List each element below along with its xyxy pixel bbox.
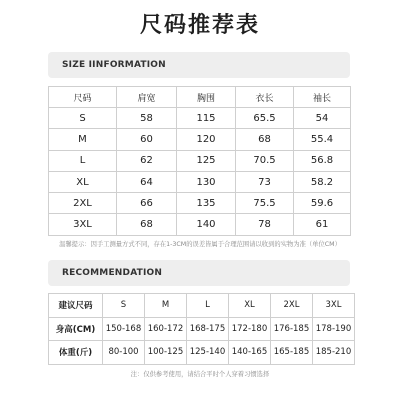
column-header-length: 衣长	[236, 87, 294, 108]
reference-note: 注：仅供参考使用，请结合平时个人穿着习惯选择	[130, 371, 270, 378]
measurement-note: 温馨提示：因手工测量方式不同，存在1-3CM的误差皆属于合理范围请以收到的实物为准（单位CM）	[59, 241, 341, 248]
recommendation-table	[48, 293, 355, 365]
recommendation-heading: RECOMMENDATION	[48, 260, 350, 286]
table-cell: 73	[236, 171, 294, 192]
table-cell: 59.6	[294, 193, 351, 214]
height-row	[49, 317, 355, 341]
size-table-header-row	[49, 87, 351, 108]
size-header-3xl: 3XL	[313, 294, 355, 318]
table-cell: 62	[117, 150, 177, 171]
table-cell: 60	[117, 129, 177, 150]
table-cell: 130	[177, 171, 236, 192]
table-cell: 68	[117, 214, 177, 235]
table-cell: 65.5	[236, 108, 294, 129]
table-cell: 68	[236, 129, 294, 150]
table-cell: 160-172	[145, 317, 187, 341]
size-information-heading: SIZE IINFORMATION	[48, 52, 350, 78]
table-cell: 140	[177, 214, 236, 235]
table-cell: L	[49, 150, 117, 171]
table-row	[49, 150, 351, 171]
size-header-2xl: 2XL	[271, 294, 313, 318]
table-cell: M	[49, 129, 117, 150]
page-title: 尺码推荐表	[139, 13, 260, 38]
table-cell: 2XL	[49, 193, 117, 214]
table-cell: 140-165	[229, 341, 271, 365]
table-cell: 78	[236, 214, 294, 235]
table-cell: 100-125	[145, 341, 187, 365]
table-cell: S	[49, 108, 117, 129]
table-row	[49, 108, 351, 129]
weight-row	[49, 341, 355, 365]
table-cell: 168-175	[187, 317, 229, 341]
table-cell: 3XL	[49, 214, 117, 235]
size-header-s: S	[103, 294, 145, 318]
table-cell: 58	[117, 108, 177, 129]
table-cell: 80-100	[103, 341, 145, 365]
height-label: 身高(CM)	[49, 317, 103, 341]
table-cell: 172-180	[229, 317, 271, 341]
table-row	[49, 214, 351, 235]
table-cell: 185-210	[313, 341, 355, 365]
table-cell: 165-185	[271, 341, 313, 365]
table-cell: 115	[177, 108, 236, 129]
table-row	[49, 193, 351, 214]
table-cell: 120	[177, 129, 236, 150]
size-header-m: M	[145, 294, 187, 318]
recommended-size-label: 建议尺码	[49, 294, 103, 318]
column-header-sleeve: 袖长	[294, 87, 351, 108]
table-cell: 75.5	[236, 193, 294, 214]
table-cell: 178-190	[313, 317, 355, 341]
table-cell: 54	[294, 108, 351, 129]
column-header-chest: 胸围	[177, 87, 236, 108]
table-cell: 56.8	[294, 150, 351, 171]
table-cell: 64	[117, 171, 177, 192]
column-header-shoulder: 肩宽	[117, 87, 177, 108]
table-cell: 61	[294, 214, 351, 235]
table-cell: 176-185	[271, 317, 313, 341]
size-header-xl: XL	[229, 294, 271, 318]
table-cell: 58.2	[294, 171, 351, 192]
table-cell: 125	[177, 150, 236, 171]
column-header-size: 尺码	[49, 87, 117, 108]
size-information-table	[48, 86, 351, 236]
table-cell: XL	[49, 171, 117, 192]
table-row	[49, 171, 351, 192]
recommendation-header-row	[49, 294, 355, 318]
weight-label: 体重(斤)	[49, 341, 103, 365]
table-cell: 125-140	[187, 341, 229, 365]
table-cell: 55.4	[294, 129, 351, 150]
size-header-l: L	[187, 294, 229, 318]
table-cell: 66	[117, 193, 177, 214]
table-cell: 150-168	[103, 317, 145, 341]
table-cell: 135	[177, 193, 236, 214]
table-cell: 70.5	[236, 150, 294, 171]
table-row	[49, 129, 351, 150]
